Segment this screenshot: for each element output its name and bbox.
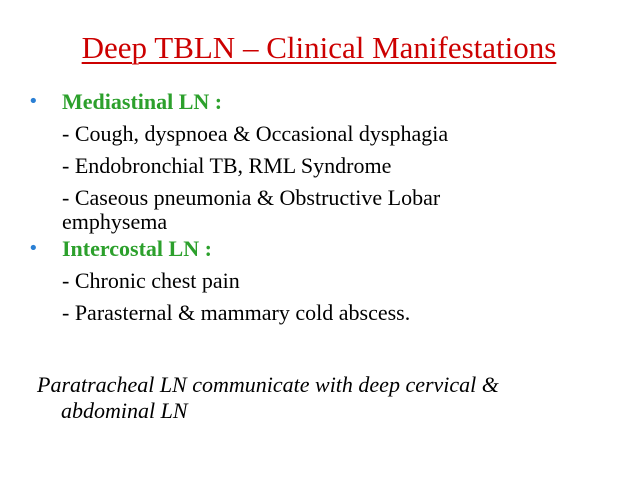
list-item: - Parasternal & mammary cold abscess. [62,300,411,325]
slide-title: Deep TBLN – Clinical Manifestations [81,30,557,65]
note-line-2: abdominal LN [61,398,188,423]
list-item-continuation: emphysema [62,209,168,234]
list-item: - Cough, dyspnoea & Occasional dysphagia [62,121,449,146]
note-paratracheal [37,372,607,424]
bullet-dot-icon: • [28,91,39,112]
bullet-heading-intercostal: Intercostal LN : [62,236,212,261]
list-item: - Caseous pneumonia & Obstructive Lobar [62,185,441,210]
bullet-heading-mediastinal: Mediastinal LN : [62,89,223,114]
note-line-1: Paratracheal LN communicate with deep cervical & [37,372,499,397]
bullet-intercostal [28,236,618,262]
list-item: - Endobronchial TB, RML Syndrome [62,153,392,178]
slide-body [28,89,618,326]
bullet-mediastinal [28,89,618,115]
bullet-dot-icon: • [28,238,39,259]
list-item: - Chronic chest pain [62,268,240,293]
